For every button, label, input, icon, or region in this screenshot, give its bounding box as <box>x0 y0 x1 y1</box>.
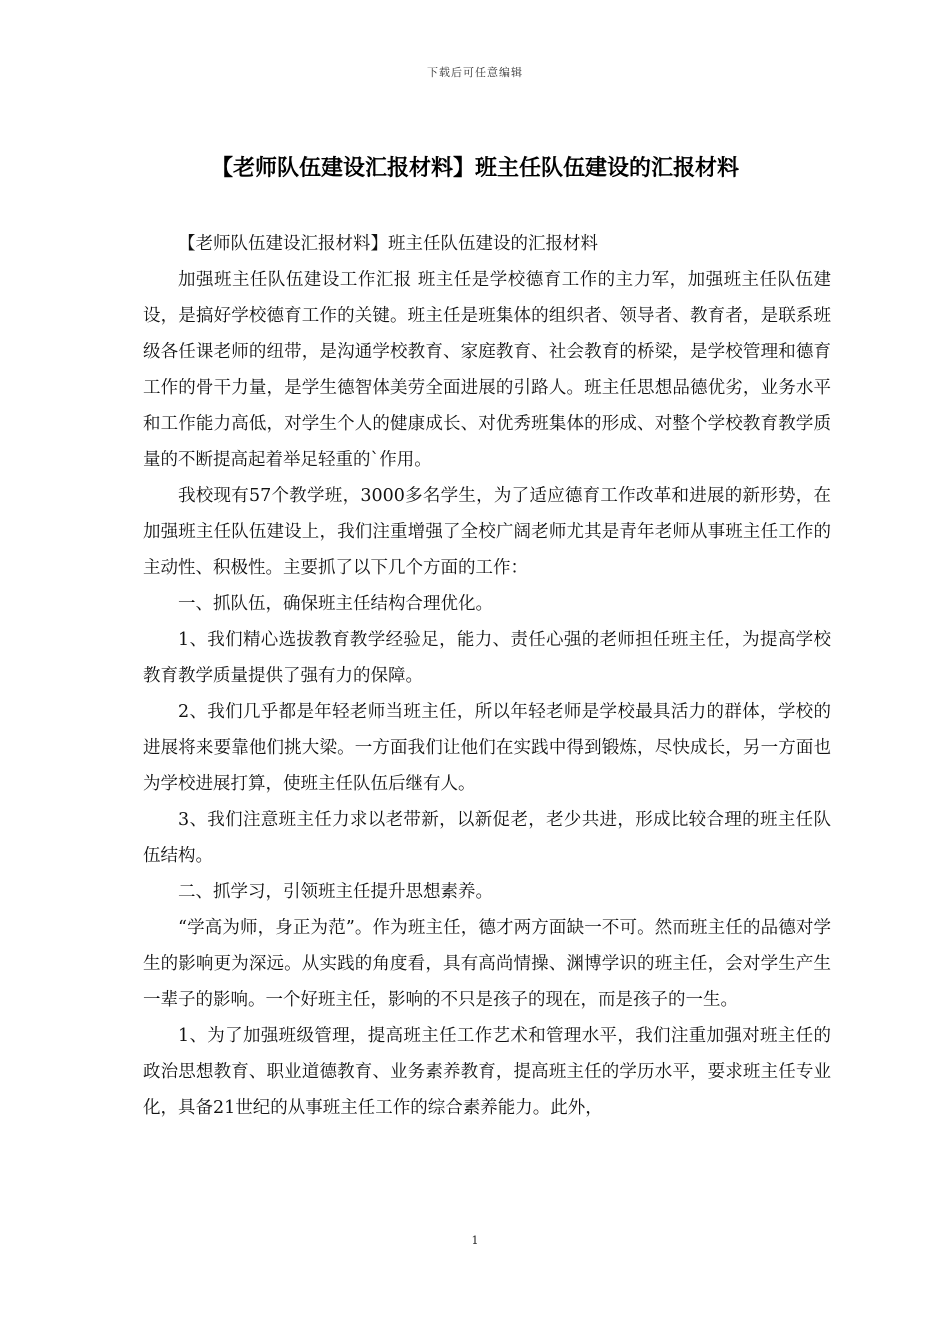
section-heading-1: 一、抓队伍，确保班主任结构合理优化。 <box>178 594 493 614</box>
section-heading-2: 二、抓学习，引领班主任提升思想素养。 <box>178 882 493 902</box>
paragraph-intro: 加强班主任队伍建设工作汇报 班主任是学校德育工作的主力军，加强班主任队伍建设，是搞好学校德育工作的关键。班主任是班集体的组织者、领导者、教育者，是联系班级各任课老师的纽带，是沟通学校教育、家庭教育、社会教育的桥梁，是学校管理和德育工作的骨干力量，是学生德智体美劳全面进展的引路人。班主任思想品德优劣，业务水平和工作能力高低，对学生个人的健康成长、对优秀班集体的形成、对整个学校教育教学质量的不断提高起着举足轻重的`作用。 <box>143 270 831 470</box>
list-item-2-1: 1、为了加强班级管理，提高班主任工作艺术和管理水平，我们注重加强对班主任的政治思想教育、职业道德教育、业务素养教育，提高班主任的学历水平，要求班主任专业化，具备21世纪的从事班主任工作的综合素养能力。此外， <box>143 1026 831 1118</box>
list-item-1-1: 1、我们精心选拔教育教学经验足，能力、责任心强的老师担任班主任，为提高学校教育教学质量提供了强有力的保障。 <box>143 630 831 686</box>
document-title: 【老师队伍建设汇报材料】班主任队伍建设的汇报材料 <box>210 155 739 181</box>
paragraph-quote: “学高为师，身正为范”。作为班主任，德才两方面缺一不可。然而班主任的品德对学生的影响更为深远。从实践的角度看，具有高尚情操、渊博学识的班主任，会对学生产生一辈子的影响。一个好班主任，影响的不只是孩子的现在，而是孩子的一生。 <box>143 918 831 1010</box>
page-header-note: 下载后可任意编辑 <box>427 66 523 79</box>
document-body <box>143 226 831 1126</box>
list-item-1-2: 2、我们几乎都是年轻老师当班主任，所以年轻老师是学校最具活力的群体，学校的进展将来要靠他们挑大梁。一方面我们让他们在实践中得到锻炼，尽快成长，另一方面也为学校进展打算，使班主任队伍后继有人。 <box>143 702 831 794</box>
paragraph-school-overview: 我校现有57个教学班，3000多名学生，为了适应德育工作改革和进展的新形势，在加强班主任队伍建设上，我们注重增强了全校广阔老师尤其是青年老师从事班主任工作的主动性、积极性。主要抓了以下几个方面的工作： <box>143 486 831 578</box>
page-number: 1 <box>471 1234 479 1247</box>
paragraph-subtitle: 【老师队伍建设汇报材料】班主任队伍建设的汇报材料 <box>178 234 598 254</box>
list-item-1-3: 3、我们注意班主任力求以老带新，以新促老，老少共进，形成比较合理的班主任队伍结构。 <box>143 810 831 866</box>
